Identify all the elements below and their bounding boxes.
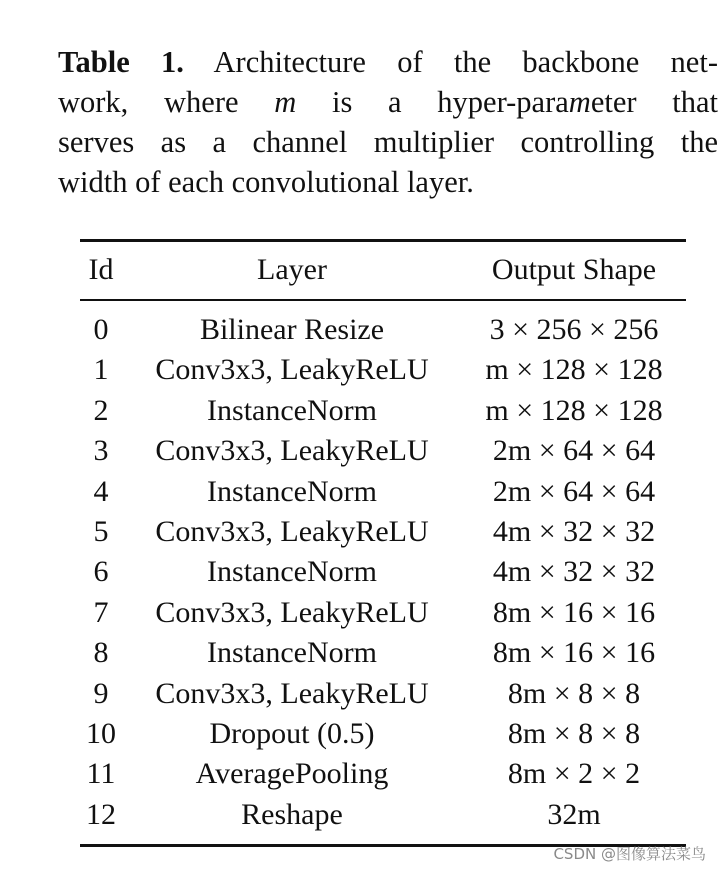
table-row: [80, 714, 686, 754]
table-row: [80, 472, 686, 512]
cell-output-shape: 8m × 16 × 16: [492, 636, 656, 670]
table-row: [80, 674, 686, 714]
cell-output-shape: 4m × 32 × 32: [492, 514, 656, 548]
header-id: Id: [88, 253, 114, 286]
cell-layer: Conv3x3, LeakyReLU: [155, 514, 429, 548]
table-row: [80, 593, 686, 633]
cell-id: 9: [93, 676, 109, 710]
mid-rule: [80, 299, 686, 301]
cell-id: 12: [86, 797, 116, 831]
table-row: [80, 391, 686, 431]
cell-layer: InstanceNorm: [207, 636, 377, 670]
table-row: [80, 512, 686, 552]
top-rule: [80, 239, 686, 242]
table-row: [80, 431, 686, 471]
cell-output-shape: m × 128 × 128: [485, 393, 663, 427]
cell-id: 4: [93, 474, 109, 508]
cell-id: 6: [93, 555, 109, 589]
cell-output-shape: 2m × 64 × 64: [492, 474, 656, 508]
cell-layer: AveragePooling: [195, 757, 389, 791]
watermark: CSDN @图像算法菜鸟: [553, 845, 706, 863]
caption-line-1: [58, 42, 718, 82]
cell-id: 10: [86, 716, 116, 750]
table-row: [80, 754, 686, 794]
caption-line-4: width of each convolutional layer.: [58, 165, 474, 199]
cell-id: 3: [93, 434, 109, 468]
cell-layer: Conv3x3, LeakyReLU: [155, 434, 429, 468]
caption-label: Table 1.: [58, 45, 184, 79]
table-row: [80, 633, 686, 673]
cell-output-shape: 32m: [547, 797, 601, 831]
cell-output-shape: m × 128 × 128: [485, 353, 663, 387]
cell-layer: InstanceNorm: [207, 555, 377, 589]
cell-id: 7: [93, 595, 109, 629]
cell-output-shape: 2m × 64 × 64: [492, 434, 656, 468]
cell-id: 0: [93, 313, 109, 346]
cell-layer: InstanceNorm: [207, 393, 377, 427]
cell-layer: Reshape: [241, 797, 343, 831]
table-caption: [58, 42, 718, 202]
table-header: [80, 250, 686, 290]
cell-layer: Conv3x3, LeakyReLU: [155, 676, 429, 710]
cell-layer: Bilinear Resize: [199, 313, 385, 346]
table-row: [80, 350, 686, 390]
cell-id: 5: [93, 514, 109, 548]
header-output-shape: Output Shape: [491, 253, 657, 286]
header-layer: Layer: [257, 253, 327, 286]
cell-layer: Conv3x3, LeakyReLU: [155, 353, 429, 387]
caption-text: Architecture of the backbone net-: [183, 45, 718, 79]
cell-layer: InstanceNorm: [207, 474, 377, 508]
caption-line-2: work, where m is a hyper-parameter that: [58, 85, 718, 119]
cell-id: 11: [86, 757, 116, 791]
cell-output-shape: 8m × 8 × 8: [507, 676, 641, 710]
table-body: [80, 310, 686, 835]
cell-id: 2: [93, 393, 109, 427]
table-row: [80, 552, 686, 592]
cell-output-shape: 3 × 256 × 256: [489, 313, 659, 346]
cell-output-shape: 4m × 32 × 32: [492, 555, 656, 589]
table-row: [80, 795, 686, 835]
cell-layer: Dropout (0.5): [209, 716, 375, 750]
cell-output-shape: 8m × 8 × 8: [507, 716, 641, 750]
caption-line-3: serves as a channel multiplier controlling the: [58, 125, 718, 159]
cell-layer: Conv3x3, LeakyReLU: [155, 595, 429, 629]
table-row: [80, 310, 686, 350]
cell-output-shape: 8m × 2 × 2: [507, 757, 641, 791]
cell-id: 1: [93, 353, 109, 387]
cell-id: 8: [93, 636, 109, 670]
cell-output-shape: 8m × 16 × 16: [492, 595, 656, 629]
